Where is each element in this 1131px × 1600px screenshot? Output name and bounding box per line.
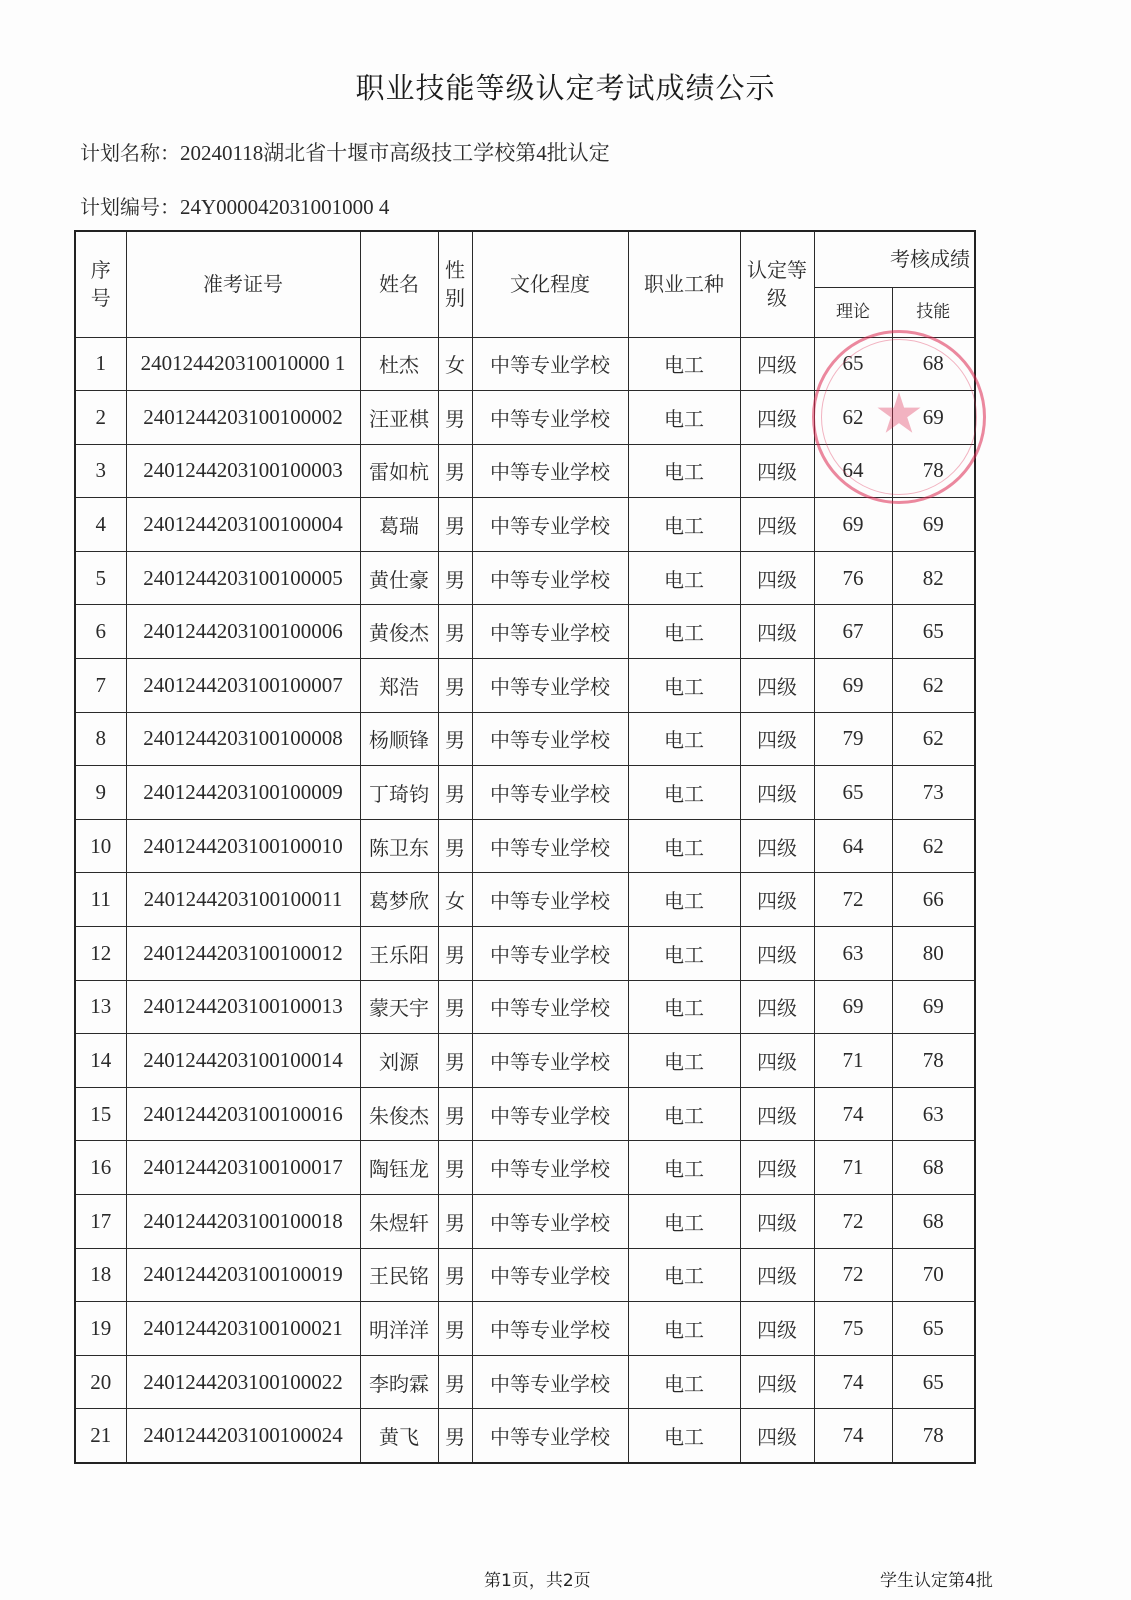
cell-gender: 男 bbox=[438, 1195, 472, 1249]
table-row bbox=[75, 1248, 975, 1302]
cell-occupation: 电工 bbox=[628, 1087, 740, 1141]
cell-ticket: 240124420310010000 1 bbox=[126, 337, 360, 391]
cell-theory: 76 bbox=[814, 551, 892, 605]
cell-skill: 65 bbox=[892, 605, 975, 659]
cell-name: 李昀霖 bbox=[360, 1355, 438, 1409]
header-theory: 理论 bbox=[814, 287, 892, 337]
cell-level: 四级 bbox=[740, 391, 814, 445]
table-row bbox=[75, 927, 975, 981]
cell-gender: 男 bbox=[438, 605, 472, 659]
score-table bbox=[74, 230, 976, 1464]
cell-education: 中等专业学校 bbox=[472, 337, 628, 391]
cell-education: 中等专业学校 bbox=[472, 1409, 628, 1463]
cell-education: 中等专业学校 bbox=[472, 498, 628, 552]
page-title: 职业技能等级认定考试成绩公示 bbox=[355, 71, 776, 105]
cell-name: 陈卫东 bbox=[360, 819, 438, 873]
cell-seq: 12 bbox=[75, 927, 126, 981]
header-skill: 技能 bbox=[892, 287, 975, 337]
cell-theory: 71 bbox=[814, 1034, 892, 1088]
cell-theory: 74 bbox=[814, 1087, 892, 1141]
cell-theory: 79 bbox=[814, 712, 892, 766]
plan-code-value: 24Y000042031001000 4 bbox=[180, 195, 390, 219]
cell-education: 中等专业学校 bbox=[472, 1141, 628, 1195]
cell-gender: 男 bbox=[438, 1141, 472, 1195]
seal-star-icon: ★ bbox=[873, 381, 925, 447]
cell-education: 中等专业学校 bbox=[472, 391, 628, 445]
cell-seq: 15 bbox=[75, 1087, 126, 1141]
cell-level: 四级 bbox=[740, 1087, 814, 1141]
cell-occupation: 电工 bbox=[628, 819, 740, 873]
cell-education: 中等专业学校 bbox=[472, 1355, 628, 1409]
table-row bbox=[75, 1355, 975, 1409]
cell-level: 四级 bbox=[740, 444, 814, 498]
cell-theory: 64 bbox=[814, 819, 892, 873]
cell-gender: 男 bbox=[438, 1355, 472, 1409]
cell-ticket: 2401244203100100011 bbox=[126, 873, 360, 927]
cell-skill: 70 bbox=[892, 1248, 975, 1302]
cell-name: 郑浩 bbox=[360, 659, 438, 713]
cell-skill: 62 bbox=[892, 659, 975, 713]
cell-level: 四级 bbox=[740, 1141, 814, 1195]
cell-level: 四级 bbox=[740, 712, 814, 766]
cell-name: 葛瑞 bbox=[360, 498, 438, 552]
cell-occupation: 电工 bbox=[628, 1248, 740, 1302]
plan-name bbox=[80, 137, 610, 167]
cell-education: 中等专业学校 bbox=[472, 605, 628, 659]
cell-level: 四级 bbox=[740, 1248, 814, 1302]
cell-theory: 65 bbox=[814, 766, 892, 820]
cell-skill: 62 bbox=[892, 712, 975, 766]
cell-level: 四级 bbox=[740, 498, 814, 552]
header-scores: 考核成绩 bbox=[814, 231, 975, 287]
cell-seq: 5 bbox=[75, 551, 126, 605]
table-row bbox=[75, 391, 975, 445]
cell-seq: 3 bbox=[75, 444, 126, 498]
cell-name: 杨顺锋 bbox=[360, 712, 438, 766]
cell-ticket: 2401244203100100016 bbox=[126, 1087, 360, 1141]
cell-theory: 74 bbox=[814, 1409, 892, 1463]
header-seq: 序 号 bbox=[75, 231, 126, 337]
cell-seq: 16 bbox=[75, 1141, 126, 1195]
cell-seq: 8 bbox=[75, 712, 126, 766]
cell-level: 四级 bbox=[740, 1355, 814, 1409]
cell-education: 中等专业学校 bbox=[472, 659, 628, 713]
cell-level: 四级 bbox=[740, 980, 814, 1034]
cell-name: 雷如杭 bbox=[360, 444, 438, 498]
cell-seq: 19 bbox=[75, 1302, 126, 1356]
cell-occupation: 电工 bbox=[628, 605, 740, 659]
cell-gender: 女 bbox=[438, 337, 472, 391]
cell-gender: 男 bbox=[438, 712, 472, 766]
table-row bbox=[75, 1141, 975, 1195]
cell-skill: 66 bbox=[892, 873, 975, 927]
table-row bbox=[75, 1087, 975, 1141]
cell-skill: 63 bbox=[892, 1087, 975, 1141]
cell-occupation: 电工 bbox=[628, 1355, 740, 1409]
plan-code bbox=[80, 191, 389, 220]
cell-name: 刘源 bbox=[360, 1034, 438, 1088]
cell-gender: 男 bbox=[438, 1302, 472, 1356]
cell-occupation: 电工 bbox=[628, 659, 740, 713]
cell-ticket: 2401244203100100013 bbox=[126, 980, 360, 1034]
cell-name: 朱俊杰 bbox=[360, 1087, 438, 1141]
cell-education: 中等专业学校 bbox=[472, 1195, 628, 1249]
cell-education: 中等专业学校 bbox=[472, 766, 628, 820]
cell-name: 陶钰龙 bbox=[360, 1141, 438, 1195]
cell-gender: 男 bbox=[438, 1034, 472, 1088]
cell-ticket: 2401244203100100008 bbox=[126, 712, 360, 766]
cell-level: 四级 bbox=[740, 337, 814, 391]
cell-theory: 69 bbox=[814, 498, 892, 552]
cell-gender: 男 bbox=[438, 391, 472, 445]
cell-name: 黄仕豪 bbox=[360, 551, 438, 605]
cell-seq: 6 bbox=[75, 605, 126, 659]
cell-seq: 9 bbox=[75, 766, 126, 820]
cell-name: 明洋洋 bbox=[360, 1302, 438, 1356]
cell-occupation: 电工 bbox=[628, 444, 740, 498]
cell-skill: 80 bbox=[892, 927, 975, 981]
cell-level: 四级 bbox=[740, 819, 814, 873]
table-row bbox=[75, 551, 975, 605]
cell-gender: 男 bbox=[438, 927, 472, 981]
cell-level: 四级 bbox=[740, 551, 814, 605]
cell-education: 中等专业学校 bbox=[472, 1302, 628, 1356]
cell-name: 汪亚棋 bbox=[360, 391, 438, 445]
cell-ticket: 2401244203100100007 bbox=[126, 659, 360, 713]
cell-education: 中等专业学校 bbox=[472, 551, 628, 605]
cell-level: 四级 bbox=[740, 1302, 814, 1356]
cell-theory: 69 bbox=[814, 659, 892, 713]
table-row bbox=[75, 1302, 975, 1356]
cell-education: 中等专业学校 bbox=[472, 980, 628, 1034]
cell-skill: 78 bbox=[892, 1034, 975, 1088]
cell-ticket: 2401244203100100019 bbox=[126, 1248, 360, 1302]
cell-seq: 2 bbox=[75, 391, 126, 445]
cell-gender: 男 bbox=[438, 1087, 472, 1141]
cell-seq: 21 bbox=[75, 1409, 126, 1463]
cell-occupation: 电工 bbox=[628, 1409, 740, 1463]
table-row bbox=[75, 1034, 975, 1088]
table-row bbox=[75, 659, 975, 713]
table-row bbox=[75, 1409, 975, 1463]
page-info: 第1页，共2页 bbox=[484, 1571, 591, 1591]
cell-level: 四级 bbox=[740, 605, 814, 659]
cell-gender: 男 bbox=[438, 766, 472, 820]
cell-ticket: 2401244203100100022 bbox=[126, 1355, 360, 1409]
cell-occupation: 电工 bbox=[628, 551, 740, 605]
cell-seq: 17 bbox=[75, 1195, 126, 1249]
cell-education: 中等专业学校 bbox=[472, 873, 628, 927]
plan-name-label: 计划名称： bbox=[80, 141, 180, 165]
cell-ticket: 2401244203100100024 bbox=[126, 1409, 360, 1463]
cell-skill: 68 bbox=[892, 1141, 975, 1195]
cell-occupation: 电工 bbox=[628, 712, 740, 766]
table-row bbox=[75, 873, 975, 927]
cell-theory: 67 bbox=[814, 605, 892, 659]
cell-skill: 68 bbox=[892, 337, 975, 391]
cell-gender: 男 bbox=[438, 819, 472, 873]
cell-name: 杜杰 bbox=[360, 337, 438, 391]
cell-occupation: 电工 bbox=[628, 1195, 740, 1249]
table-row bbox=[75, 1195, 975, 1249]
cell-seq: 4 bbox=[75, 498, 126, 552]
cell-gender: 男 bbox=[438, 659, 472, 713]
cell-occupation: 电工 bbox=[628, 980, 740, 1034]
cell-level: 四级 bbox=[740, 927, 814, 981]
cell-seq: 20 bbox=[75, 1355, 126, 1409]
cell-theory: 72 bbox=[814, 1248, 892, 1302]
table-row bbox=[75, 980, 975, 1034]
cell-education: 中等专业学校 bbox=[472, 1087, 628, 1141]
cell-ticket: 2401244203100100010 bbox=[126, 819, 360, 873]
cell-theory: 74 bbox=[814, 1355, 892, 1409]
batch-label: 学生认定第4批 bbox=[880, 1571, 993, 1591]
cell-occupation: 电工 bbox=[628, 1141, 740, 1195]
cell-theory: 64 bbox=[814, 444, 892, 498]
cell-name: 王乐阳 bbox=[360, 927, 438, 981]
cell-seq: 11 bbox=[75, 873, 126, 927]
cell-skill: 82 bbox=[892, 551, 975, 605]
cell-education: 中等专业学校 bbox=[472, 1248, 628, 1302]
cell-theory: 63 bbox=[814, 927, 892, 981]
cell-occupation: 电工 bbox=[628, 1302, 740, 1356]
cell-ticket: 2401244203100100017 bbox=[126, 1141, 360, 1195]
cell-seq: 10 bbox=[75, 819, 126, 873]
header-name: 姓名 bbox=[360, 231, 438, 337]
cell-theory: 69 bbox=[814, 980, 892, 1034]
cell-name: 黄飞 bbox=[360, 1409, 438, 1463]
cell-occupation: 电工 bbox=[628, 1034, 740, 1088]
cell-occupation: 电工 bbox=[628, 873, 740, 927]
cell-name: 黄俊杰 bbox=[360, 605, 438, 659]
cell-skill: 69 bbox=[892, 498, 975, 552]
cell-level: 四级 bbox=[740, 766, 814, 820]
cell-seq: 1 bbox=[75, 337, 126, 391]
cell-seq: 13 bbox=[75, 980, 126, 1034]
cell-skill: 69 bbox=[892, 980, 975, 1034]
cell-ticket: 2401244203100100021 bbox=[126, 1302, 360, 1356]
cell-name: 王民铭 bbox=[360, 1248, 438, 1302]
cell-ticket: 2401244203100100018 bbox=[126, 1195, 360, 1249]
cell-theory: 75 bbox=[814, 1302, 892, 1356]
cell-skill: 78 bbox=[892, 444, 975, 498]
cell-gender: 男 bbox=[438, 980, 472, 1034]
table-row bbox=[75, 605, 975, 659]
plan-name-value: 20240118湖北省十堰市高级技工学校第4批认定 bbox=[180, 141, 610, 165]
header-gender: 性 别 bbox=[438, 231, 472, 337]
cell-name: 丁琦钧 bbox=[360, 766, 438, 820]
table-row bbox=[75, 444, 975, 498]
cell-skill: 62 bbox=[892, 819, 975, 873]
plan-code-label: 计划编号： bbox=[80, 195, 180, 219]
cell-skill: 65 bbox=[892, 1302, 975, 1356]
cell-ticket: 2401244203100100004 bbox=[126, 498, 360, 552]
cell-theory: 72 bbox=[814, 1195, 892, 1249]
cell-occupation: 电工 bbox=[628, 498, 740, 552]
cell-theory: 65 bbox=[814, 337, 892, 391]
cell-gender: 男 bbox=[438, 551, 472, 605]
cell-seq: 14 bbox=[75, 1034, 126, 1088]
table-row bbox=[75, 766, 975, 820]
cell-ticket: 2401244203100100014 bbox=[126, 1034, 360, 1088]
cell-education: 中等专业学校 bbox=[472, 1034, 628, 1088]
header-education: 文化程度 bbox=[472, 231, 628, 337]
cell-occupation: 电工 bbox=[628, 391, 740, 445]
cell-seq: 7 bbox=[75, 659, 126, 713]
cell-level: 四级 bbox=[740, 659, 814, 713]
cell-gender: 男 bbox=[438, 1409, 472, 1463]
cell-skill: 68 bbox=[892, 1195, 975, 1249]
cell-gender: 男 bbox=[438, 1248, 472, 1302]
header-level: 认定等 级 bbox=[740, 231, 814, 337]
cell-level: 四级 bbox=[740, 1034, 814, 1088]
cell-ticket: 2401244203100100012 bbox=[126, 927, 360, 981]
table-row bbox=[75, 712, 975, 766]
cell-seq: 18 bbox=[75, 1248, 126, 1302]
cell-level: 四级 bbox=[740, 1409, 814, 1463]
cell-gender: 男 bbox=[438, 444, 472, 498]
cell-name: 葛梦欣 bbox=[360, 873, 438, 927]
cell-level: 四级 bbox=[740, 1195, 814, 1249]
cell-ticket: 2401244203100100006 bbox=[126, 605, 360, 659]
cell-skill: 73 bbox=[892, 766, 975, 820]
header-ticket: 准考证号 bbox=[126, 231, 360, 337]
cell-theory: 62 bbox=[814, 391, 892, 445]
cell-education: 中等专业学校 bbox=[472, 444, 628, 498]
cell-skill: 69 bbox=[892, 391, 975, 445]
table-row bbox=[75, 819, 975, 873]
cell-name: 朱煜轩 bbox=[360, 1195, 438, 1249]
cell-gender: 男 bbox=[438, 498, 472, 552]
cell-education: 中等专业学校 bbox=[472, 927, 628, 981]
cell-ticket: 2401244203100100003 bbox=[126, 444, 360, 498]
cell-occupation: 电工 bbox=[628, 766, 740, 820]
cell-name: 蒙天宇 bbox=[360, 980, 438, 1034]
cell-occupation: 电工 bbox=[628, 927, 740, 981]
cell-skill: 78 bbox=[892, 1409, 975, 1463]
cell-gender: 女 bbox=[438, 873, 472, 927]
cell-theory: 72 bbox=[814, 873, 892, 927]
cell-level: 四级 bbox=[740, 873, 814, 927]
header-occupation: 职业工种 bbox=[628, 231, 740, 337]
table-row bbox=[75, 498, 975, 552]
cell-ticket: 2401244203100100002 bbox=[126, 391, 360, 445]
cell-skill: 65 bbox=[892, 1355, 975, 1409]
cell-ticket: 2401244203100100005 bbox=[126, 551, 360, 605]
table-row bbox=[75, 337, 975, 391]
cell-education: 中等专业学校 bbox=[472, 819, 628, 873]
cell-education: 中等专业学校 bbox=[472, 712, 628, 766]
cell-ticket: 2401244203100100009 bbox=[126, 766, 360, 820]
cell-theory: 71 bbox=[814, 1141, 892, 1195]
cell-occupation: 电工 bbox=[628, 337, 740, 391]
